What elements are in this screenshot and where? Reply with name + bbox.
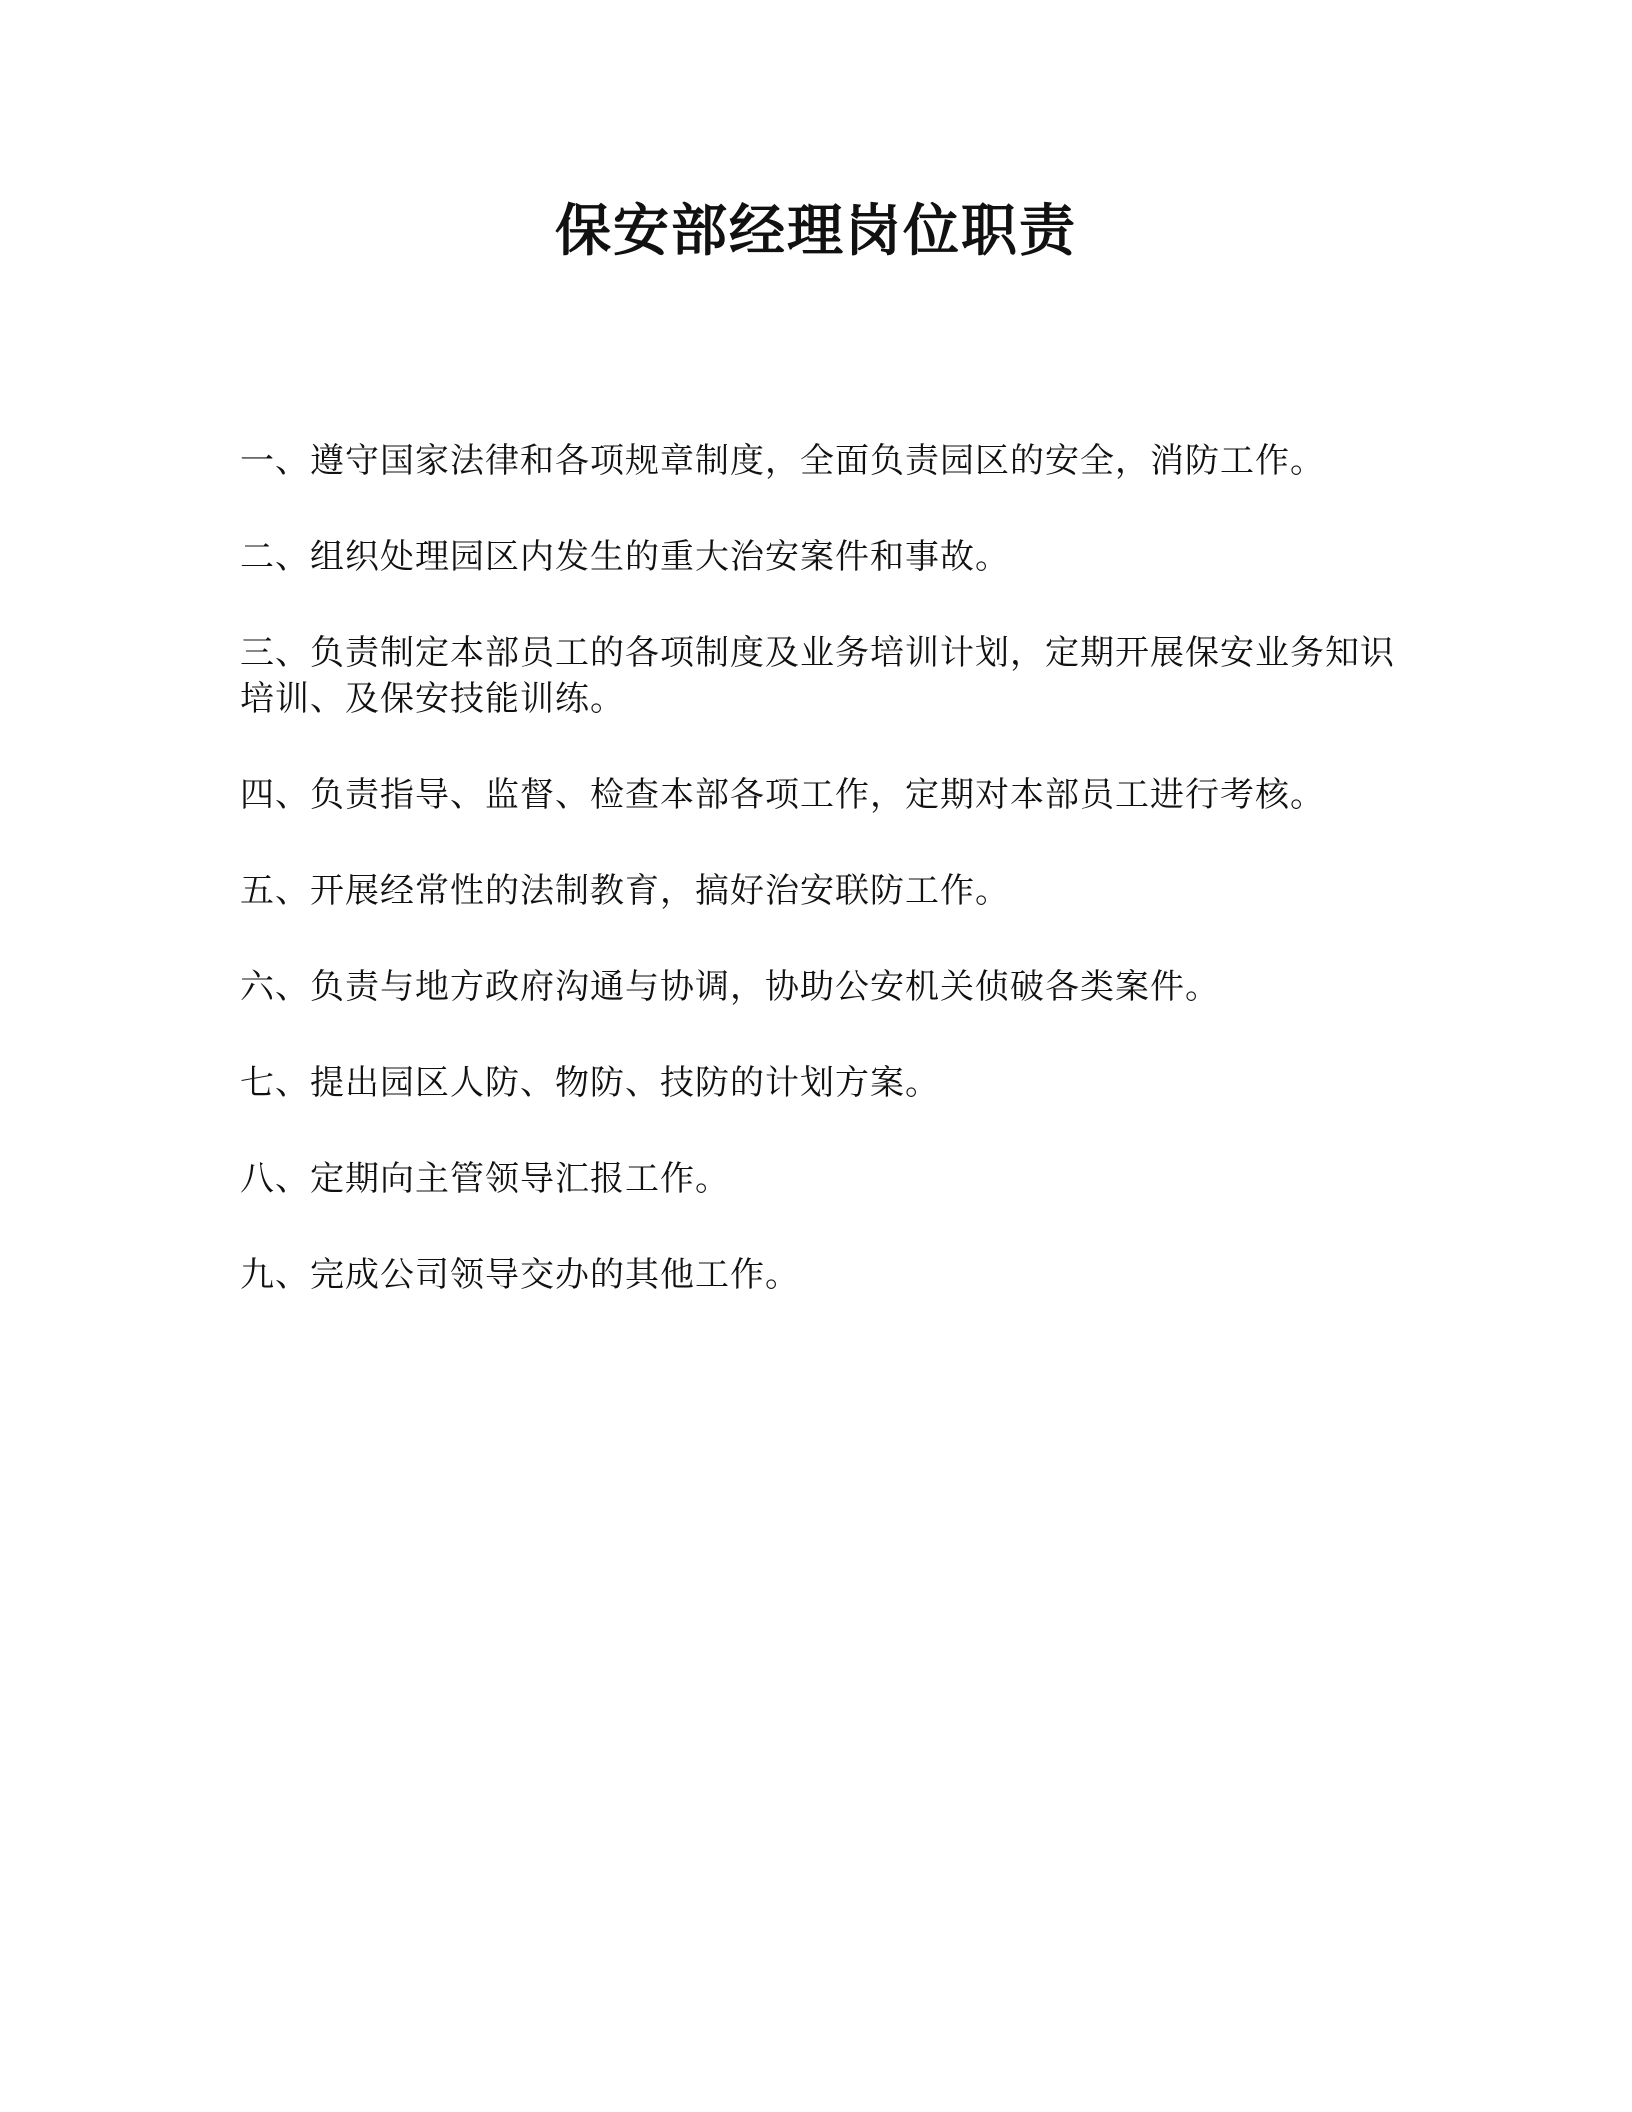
duty-item: 九、完成公司领导交办的其他工作。 bbox=[240, 1255, 800, 1295]
page-title: 保安部经理岗位职责 bbox=[555, 198, 1077, 264]
duty-item: 四、负责指导、监督、检查本部各项工作，定期对本部员工进行考核。 bbox=[240, 775, 1325, 815]
duty-item: 八、定期向主管领导汇报工作。 bbox=[240, 1159, 730, 1199]
duty-item: 一、遵守国家法律和各项规章制度，全面负责园区的安全，消防工作。 bbox=[240, 441, 1325, 481]
duty-item: 二、组织处理园区内发生的重大治安案件和事故。 bbox=[240, 537, 1010, 577]
duty-item: 三、负责制定本部员工的各项制度及业务培训计划，定期开展保安业务知识培训、及保安技能训练。 bbox=[240, 633, 1395, 719]
duties-list bbox=[240, 438, 1400, 1348]
duty-item: 七、提出园区人防、物防、技防的计划方案。 bbox=[240, 1063, 940, 1103]
duty-item: 六、负责与地方政府沟通与协调，协助公安机关侦破各类案件。 bbox=[240, 967, 1220, 1007]
duty-item: 五、开展经常性的法制教育，搞好治安联防工作。 bbox=[240, 871, 1010, 911]
